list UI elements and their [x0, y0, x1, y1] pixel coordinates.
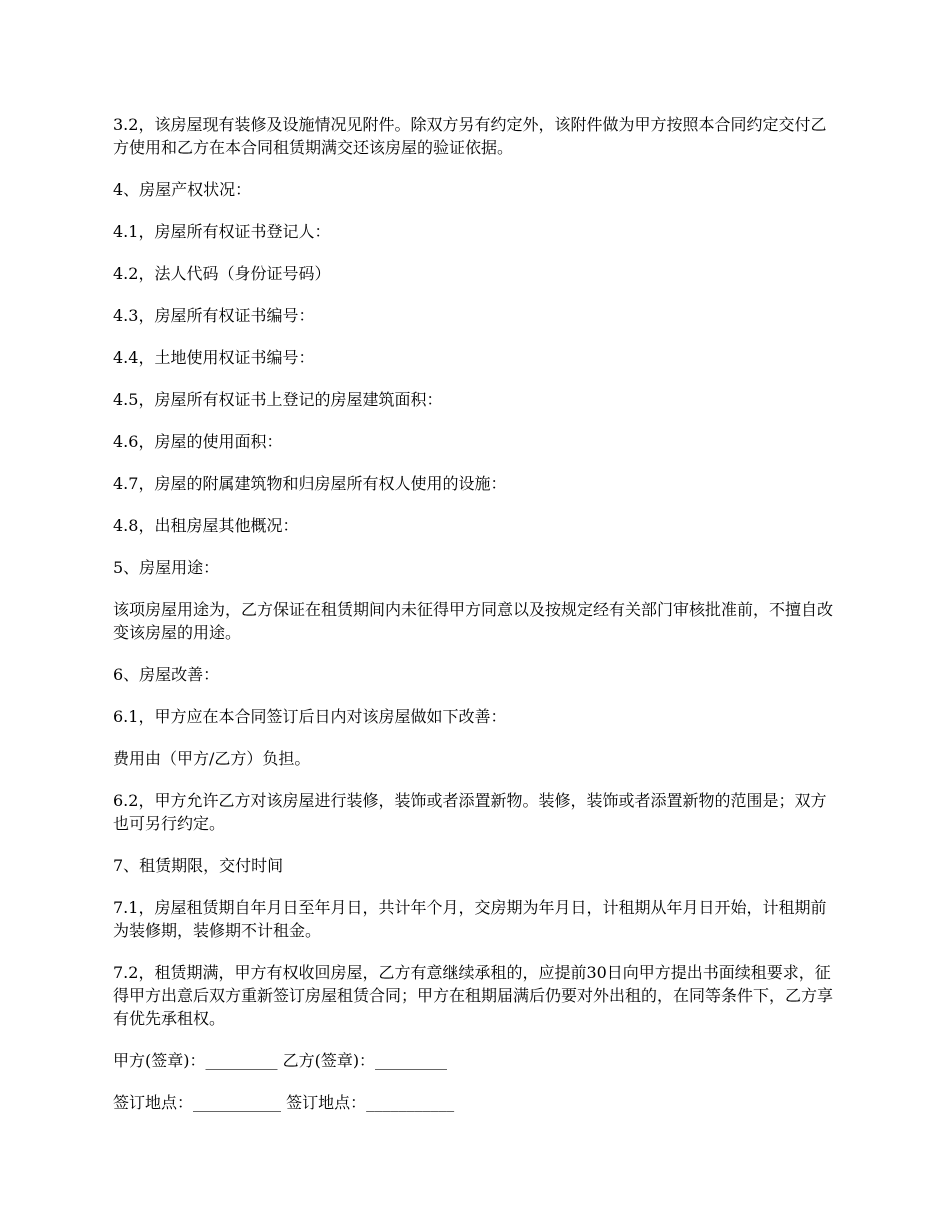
clause-5-body: 该项房屋用途为，乙方保证在租赁期间内未征得甲方同意以及按规定经有关部门审核批准前，不擅自改变该房屋的用途。 — [113, 600, 834, 642]
clause-7-2: 7.2，租赁期满，甲方有权收回房屋，乙方有意继续承租的，应提前30日向甲方提出书面续租要求，征得甲方出意后双方重新签订房屋租赁合同；甲方在租期届满后仍要对外出租的，在同等条件下，乙方享有优先承租权。 — [113, 963, 834, 1028]
document-body — [113, 113, 841, 1133]
clause-4-5: 4.5，房屋所有权证书上登记的房屋建筑面积： — [113, 390, 443, 409]
section-5-heading: 5、房屋用途： — [113, 558, 220, 577]
clause-4-2: 4.2，法人代码（身份证号码） — [113, 264, 331, 283]
clause-6-1: 6.1，甲方应在本合同签订后日内对该房屋做如下改善： — [113, 707, 507, 726]
clause-6-2: 6.2，甲方允许乙方对该房屋进行装修，装饰或者添置新物。装修，装饰或者添置新物的范围是；双方也可另行约定。 — [113, 791, 827, 833]
clause-6-1-cost: 费用由（甲方/乙方）负担。 — [113, 749, 311, 768]
signing-place-line — [113, 1091, 841, 1114]
clause-4-1: 4.1，房屋所有权证书登记人： — [113, 222, 331, 241]
clause-4-8: 4.8，出租房屋其他概况： — [113, 516, 299, 535]
clause-3-2: 3.2，该房屋现有装修及设施情况见附件。除双方另有约定外，该附件做为甲方按照本合同约定交付乙方使用和乙方在本合同租赁期满交还该房屋的验证依据。 — [113, 115, 827, 157]
clause-4-7: 4.7，房屋的附属建筑物和归房屋所有权人使用的设施： — [113, 474, 507, 493]
signing-place-text: 签订地点：___________ 签订地点：___________ — [113, 1093, 455, 1112]
section-7-heading: 7、租赁期限，交付时间 — [113, 856, 284, 875]
section-6-heading: 6、房屋改善： — [113, 665, 220, 684]
section-4-heading: 4、房屋产权状况： — [113, 180, 252, 199]
signature-line-text: 甲方(签章)：_________ 乙方(签章)：_________ — [113, 1051, 448, 1070]
clause-4-3: 4.3，房屋所有权证书编号： — [113, 306, 315, 325]
signature-line — [113, 1049, 841, 1072]
clause-7-1: 7.1，房屋租赁期自年月日至年月日，共计年个月，交房期为年月日，计租期从年月日开始，计租期前为装修期，装修期不计租金。 — [113, 898, 827, 940]
clause-4-4: 4.4，土地使用权证书编号： — [113, 348, 315, 367]
clause-4-6: 4.6，房屋的使用面积： — [113, 432, 283, 451]
